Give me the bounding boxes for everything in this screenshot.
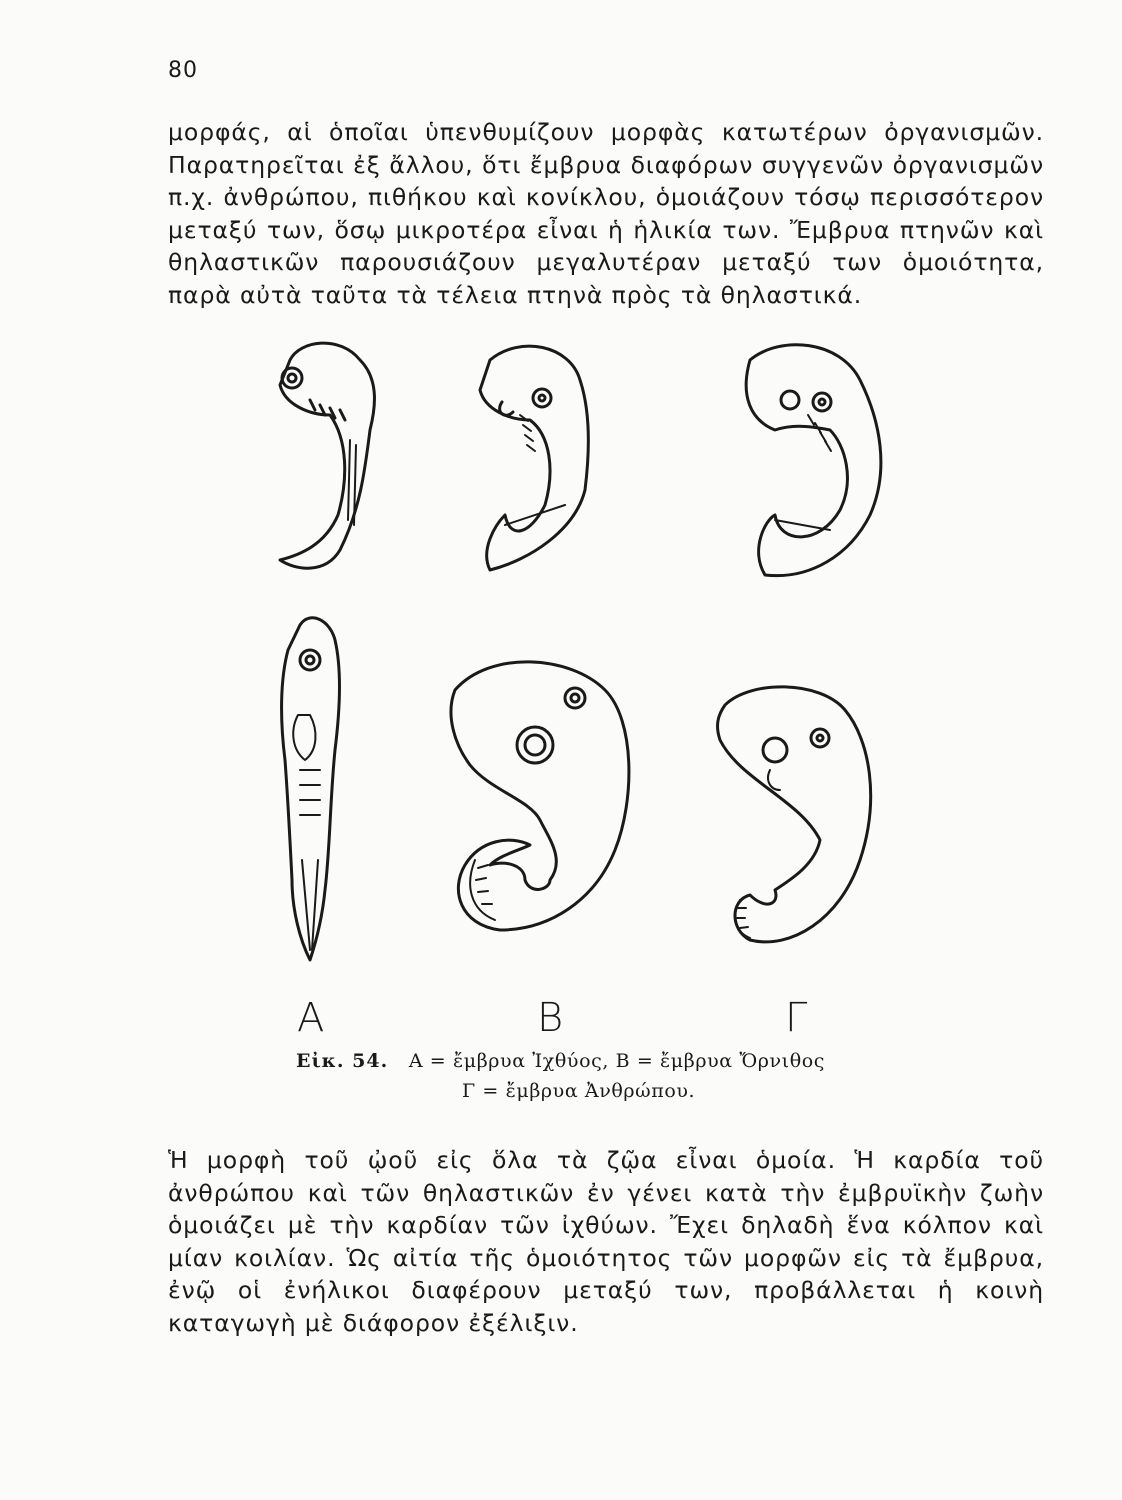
embryo-human-late	[718, 687, 871, 942]
figure-label-b: Β	[537, 995, 564, 1041]
embryo-figure	[230, 320, 930, 1000]
embryo-human-early	[746, 345, 881, 576]
figure-caption-line2: Γ = ἔμβρυα Ἀνθρώπου.	[462, 1080, 696, 1102]
figure-caption-line1	[296, 1050, 936, 1072]
paragraph-bottom: Ἡ μορφὴ τοῦ ᾠοῦ εἰς ὅλα τὰ ζῷα εἶναι ὁμοία. Ἡ καρδία τοῦ ἀνθρώπου καὶ τῶν θηλαστικῶν ἐν γένει κατὰ τὴν ἐμβρυϊκὴν ζωὴν ὁμοιάζει μὲ τὴν καρδίαν τῶν ἰχθύων. Ἔχει δηλαδὴ ἕνα κόλπον καὶ μίαν κοιλίαν. Ὡς αἰτία τῆς ὁμοιότητος τῶν μορφῶν εἰς τὰ ἔμβρυα, ἐνῷ οἱ ἐνήλικοι διαφέρουν μεταξύ των, προβάλλεται ἡ κοινὴ καταγωγὴ μὲ διάφορον ἐξέλιξιν.	[168, 1146, 1044, 1337]
caption-text-1: Α = ἔμβρυα Ἰχθύος, Β = ἔμβρυα Ὄρνιθος	[408, 1050, 826, 1072]
embryo-bird-late	[451, 662, 629, 930]
embryo-fish-early	[280, 343, 374, 568]
page-number: 80	[168, 58, 198, 83]
embryo-fish-late	[282, 618, 340, 960]
embryo-bird-early	[480, 346, 588, 570]
figure-number: Εἰκ. 54.	[296, 1050, 389, 1072]
figure-label-c: Γ	[785, 995, 808, 1041]
figure-label-a: Α	[297, 995, 325, 1041]
paragraph-top: μορφάς, αἱ ὁποῖαι ὑπενθυμίζουν μορφὰς κατωτέρων ὀργανισμῶν. Παρατηρεῖται ἐξ ἄλλου, ὅτι ἔμβρυα διαφόρων συγγενῶν ὀργανισμῶν π.χ. ἀνθρώπου, πιθήκου καὶ κονίκλου, ὁμοιάζουν τόσῳ περισσότερον μεταξύ των, ὅσῳ μικροτέρα εἶναι ἡ ἡλικία των. Ἔμβρυα πτηνῶν καὶ θηλαστικῶν παρουσιάζουν μεγαλυτέραν μεταξύ των ὁμοιότητα, παρὰ αὐτὰ ταῦτα τὰ τέλεια πτηνὰ πρὸς τὰ θηλαστικά.	[168, 118, 1044, 309]
